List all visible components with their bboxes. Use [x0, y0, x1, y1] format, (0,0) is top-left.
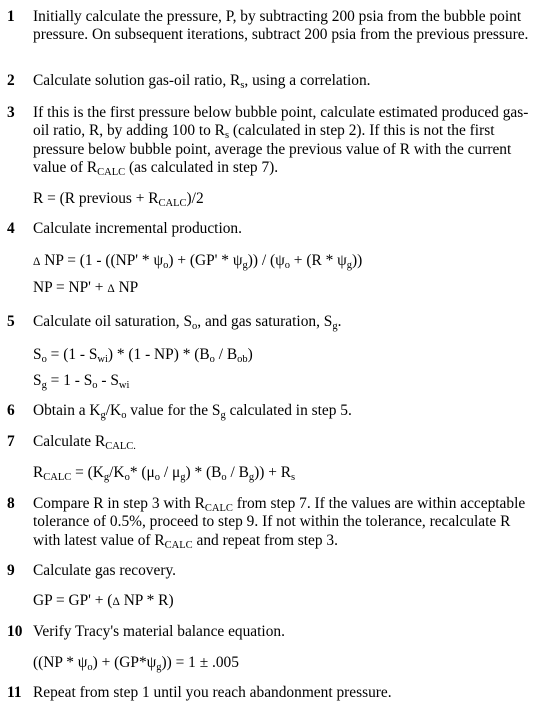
equation: R = (R previous + $R_{CALC})/2$: [33, 190, 204, 209]
step-number: 3: [7, 104, 15, 121]
step-text: Calculate gas recovery.: [33, 562, 177, 579]
equation: $S_o = (1 - S_{wi}) * (1 - NP) * (B_o / B_{ob})$: [33, 346, 253, 365]
step-text: Verify Tracy's material balance equation.: [33, 623, 285, 640]
step-number: 2: [7, 72, 15, 89]
equation: $S_g = 1 - S_o - S_{wi}$: [33, 372, 130, 391]
step-number: 6: [7, 402, 15, 419]
step-number: 11: [7, 684, 22, 701]
step-text: If this is the first pressure below bubble point, calculate estimated produced gas-oil ratio, R, by adding 100 to $R_s$ (calculated in step 2). If this is not the first pressure below bubble point, average the previous value of R with the current value of $R_{CALC}$ (as calculated in step 7).: [33, 104, 529, 178]
step-text: Calculate solution gas-oil ratio, $R_s$, using a correlation.: [33, 72, 371, 91]
step-number: 10: [7, 623, 23, 640]
step-text: Calculate oil saturation, $S_o$, and gas saturation, $S_g$.: [33, 313, 342, 332]
step-text: Initially calculate the pressure, P, by subtracting 200 psia from the bubble point pressure. On subsequent iterations, subtract 200 psia from the previous pressure.: [33, 8, 529, 44]
step-text: Calculate incremental production.: [33, 220, 242, 237]
equation: $R_{CALC} = (K_g/K_o*$ $(\mu_o / \mu_g) * (B_o / B_g)) + R_s$: [33, 464, 296, 483]
step-number: 8: [7, 495, 15, 512]
step-number: 5: [7, 313, 15, 330]
equation: $((NP * \psi_o) + (GP*\psi_g)) = 1 \pm .005$: [33, 654, 239, 673]
step-text: Compare R in step 3 with $R_{CALC}$ from step 7. If the values are within acceptable tolerance of 0.5%, proceed to step 9. If not within the tolerance, recalculate R with latest value of $R_{CALC}$ and repeat from step 3.: [33, 495, 526, 551]
step-number: 9: [7, 562, 15, 579]
step-text: Repeat from step 1 until you reach abandonment pressure.: [33, 684, 392, 701]
step-number: 1: [7, 8, 15, 25]
step-text: Obtain a $K_g/K_o$ value for the $S_g$ calculated in step 5.: [33, 402, 352, 421]
step-text: Calculate $R_{CALC.}$: [33, 433, 136, 452]
equation: GP = GP' + (Δ NP * R): [33, 592, 174, 609]
step-number: 4: [7, 220, 15, 237]
step-number: 7: [7, 433, 15, 450]
equation: NP = NP' + Δ NP: [33, 279, 139, 296]
equation: Δ NP = ($1 - ((NP' * \psi_o) + (GP' * \psi_g)) / (\psi_o + (R * \psi_g))$: [33, 252, 363, 271]
